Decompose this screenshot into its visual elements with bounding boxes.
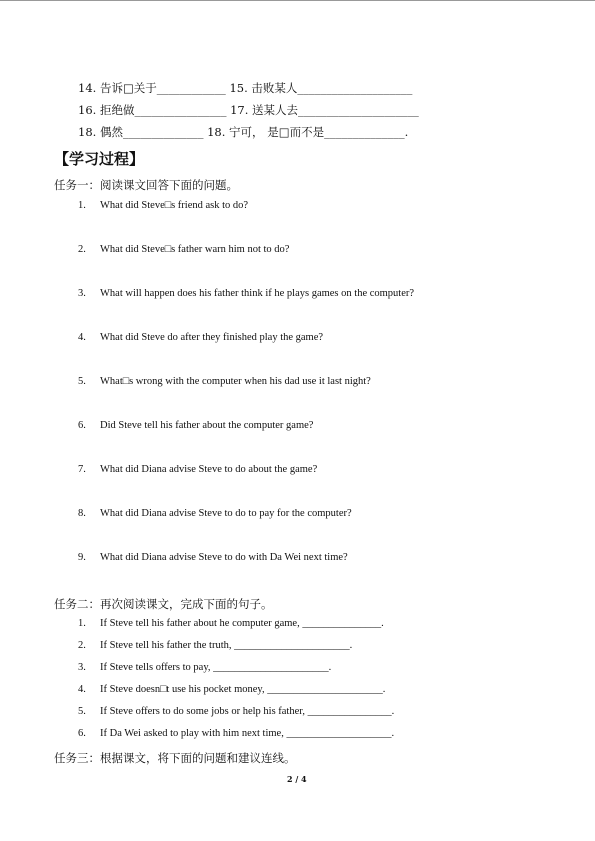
task2-sentence xyxy=(78,618,384,629)
question-text: What did Steve□s friend ask to do? xyxy=(100,200,249,211)
question-number: 6. xyxy=(78,420,86,431)
top-rule xyxy=(0,0,595,1)
question-number: 9. xyxy=(78,552,86,563)
sentence-number: 4. xyxy=(78,684,86,695)
sentence-text: If Steve tells offers to pay, ______________________. xyxy=(100,662,332,673)
question-text: What did Diana advise Steve to do with Da Wei next time? xyxy=(100,552,348,563)
task1-question xyxy=(78,464,317,475)
sentence-number: 1. xyxy=(78,618,86,629)
task1-question xyxy=(78,332,323,343)
question-number: 4. xyxy=(78,332,86,343)
vocab-line-3: 18. 偶然______________ 18. 宁可， 是□而不是______________. xyxy=(78,125,409,139)
question-text: What will happen does his father think if he plays games on the computer? xyxy=(100,288,415,299)
task1-question xyxy=(78,420,313,431)
task2-sentence xyxy=(78,728,394,739)
question-number: 3. xyxy=(78,288,86,299)
task2-sentence xyxy=(78,640,352,651)
task1-question xyxy=(78,552,348,563)
sentence-text: If Steve offers to do some jobs or help his father, ________________. xyxy=(100,706,395,717)
question-text: What did Steve do after they finished play the game? xyxy=(100,332,324,343)
sentence-text: If Steve tell his father about he computer game, _______________. xyxy=(100,618,384,629)
question-text: What did Steve□s father warn him not to do? xyxy=(100,244,290,255)
section-title: 【学习过程】 xyxy=(54,150,145,168)
task2-sentence xyxy=(78,706,394,717)
sentence-number: 5. xyxy=(78,706,86,717)
question-number: 8. xyxy=(78,508,86,519)
sentence-text: If Steve tell his father the truth, ______________________. xyxy=(100,640,353,651)
question-number: 7. xyxy=(78,464,86,475)
task2-sentence xyxy=(78,684,385,695)
question-text: Did Steve tell his father about the computer game? xyxy=(100,420,314,431)
task3-title: 任务三：根据课文，将下面的问题和建议连线。 xyxy=(54,751,296,765)
task2-sentence xyxy=(78,662,331,673)
sentence-text: If Da Wei asked to play with him next time, ____________________. xyxy=(100,728,395,739)
task1-question xyxy=(78,288,414,299)
sentence-number: 2. xyxy=(78,640,86,651)
sentence-number: 3. xyxy=(78,662,86,673)
sentence-text: If Steve doesn□t use his pocket money, ______________________. xyxy=(100,684,386,695)
question-text: What□s wrong with the computer when his dad use it last night? xyxy=(100,376,371,387)
sentence-number: 6. xyxy=(78,728,86,739)
question-number: 5. xyxy=(78,376,86,387)
task2-title: 任务二：再次阅读课文，完成下面的句子。 xyxy=(54,597,273,611)
task1-question xyxy=(78,508,352,519)
task1-question xyxy=(78,376,371,387)
question-number: 1. xyxy=(78,200,86,211)
vocab-line-2: 16. 拒绝做________________ 17. 送某人去_____________________ xyxy=(78,103,419,117)
task1-title: 任务一：阅读课文回答下面的问题。 xyxy=(54,178,238,192)
question-number: 2. xyxy=(78,244,86,255)
page-number: 2 / 4 xyxy=(287,774,307,784)
vocab-line-1: 14. 告诉□关于____________ 15. 击败某人____________________ xyxy=(78,81,413,95)
task1-question xyxy=(78,244,289,255)
question-text: What did Diana advise Steve to do about the game? xyxy=(100,464,318,475)
task1-question xyxy=(78,200,248,211)
question-text: What did Diana advise Steve to do to pay for the computer? xyxy=(100,508,352,519)
